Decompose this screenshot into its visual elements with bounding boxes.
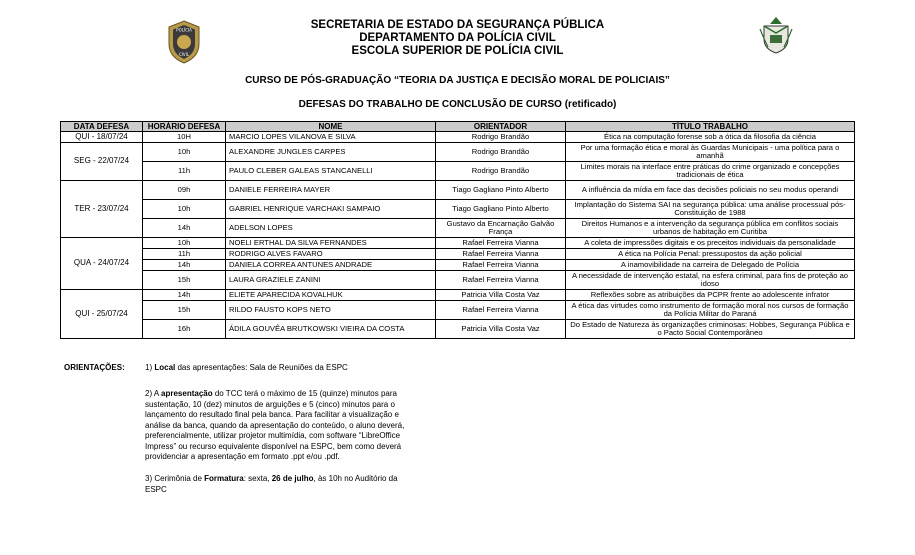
time-cell: 10h [143, 200, 226, 219]
badge-text-bottom: CIVIL [178, 52, 190, 57]
time-cell: 16h [143, 320, 226, 339]
column-header-advisor: ORIENTADOR [436, 122, 566, 132]
time-cell: 14h [143, 260, 226, 271]
table-row [61, 301, 855, 320]
advisor-cell: Rafael Ferreira Vianna [436, 271, 566, 290]
date-cell: SEG - 22/07/24 [61, 143, 143, 181]
page-header [0, 19, 915, 58]
date-cell: QUI - 18/07/24 [61, 132, 143, 143]
table-row [61, 238, 855, 249]
table-row [61, 219, 855, 238]
table-row [61, 143, 855, 162]
title-cell: Implantação do Sistema SAI na segurança pública: uma análise processual pós-Constituição de 1988 [566, 200, 855, 219]
name-cell: DANIELA CORREA ANTUNES ANDRADE [226, 260, 436, 271]
title-cell: Do Estado de Natureza às organizações criminosas: Hobbes, Segurança Pública e o Pacto Social Contemporâneo [566, 320, 855, 339]
item-prefix: 2) A [145, 389, 162, 398]
title-cell: A ética das virtudes como instrumento de formação moral nos cursos de formação da Polícia Militar do Paraná [566, 301, 855, 320]
table-row [61, 260, 855, 271]
orientations-label: ORIENTAÇÕES: [64, 363, 125, 372]
item-bold: apresentação [161, 389, 213, 398]
table-row [61, 200, 855, 219]
item-bold: 26 de julho [271, 474, 314, 483]
column-header-date: DATA DEFESA [61, 122, 143, 132]
table-header-row [61, 122, 855, 132]
title-cell: Direitos Humanos e a intervenção da segurança pública em conflitos sociais urbanos de habitação em Curitiba [566, 219, 855, 238]
item-text: , às 10h no Auditório da ESPC [145, 474, 398, 494]
time-cell: 09h [143, 181, 226, 200]
advisor-cell: Rafael Ferreira Vianna [436, 238, 566, 249]
column-header-title: TÍTULO TRABALHO [566, 122, 855, 132]
table-row [61, 271, 855, 290]
advisor-cell: Rodrigo Brandão [436, 143, 566, 162]
title-cell: Por uma formação ética e moral às Guardas Municipais - uma política para o amanhã [566, 143, 855, 162]
item-prefix: 3) Cerimônia de [145, 474, 205, 483]
name-cell: ALEXANDRE JUNGLES CARPES [226, 143, 436, 162]
name-cell: NOELI ERTHAL DA SILVA FERNANDES [226, 238, 436, 249]
advisor-cell: Patricia Villa Costa Vaz [436, 320, 566, 339]
advisor-cell: Rafael Ferreira Vianna [436, 260, 566, 271]
header-secretaria: SECRETARIA DE ESTADO DA SEGURANÇA PÚBLICA [310, 19, 605, 31]
advisor-cell: Patricia Villa Costa Vaz [436, 290, 566, 301]
time-cell: 10h [143, 143, 226, 162]
time-cell: 10h [143, 238, 226, 249]
time-cell: 11h [143, 162, 226, 181]
item-bold: Formatura [204, 474, 244, 483]
badge-text-top: POLÍCIA [176, 27, 192, 33]
item-text: : sexta, [243, 474, 272, 483]
advisor-cell: Rodrigo Brandão [436, 132, 566, 143]
title-cell: Ética na computação forense sob a ótica da filosofia da ciência [566, 132, 855, 143]
advisor-cell: Tiago Gagliano Pinto Alberto [436, 181, 566, 200]
name-cell: ELIETE APARECIDA KOVALHUK [226, 290, 436, 301]
name-cell: RILDO FAUSTO KOPS NETO [226, 301, 436, 320]
header-departamento: DEPARTAMENTO DA POLÍCIA CIVIL [359, 32, 556, 44]
advisor-cell: Tiago Gagliano Pinto Alberto [436, 200, 566, 219]
date-cell: TER - 23/07/24 [61, 181, 143, 238]
name-cell: GABRIEL HENRIQUE VARCHAKI SAMPAIO [226, 200, 436, 219]
advisor-cell: Rodrigo Brandão [436, 162, 566, 181]
date-cell: QUA - 24/07/24 [61, 238, 143, 290]
title-cell: Limites morais na interface entre práticas do crime organizado e concepções tradicionais de ética [566, 162, 855, 181]
name-cell: LAURA GRAZIELE ZANINI [226, 271, 436, 290]
defense-schedule-table [60, 121, 855, 339]
name-cell: PAULO CLEBER GALEAS STANCANELLI [226, 162, 436, 181]
column-header-time: HORÁRIO DEFESA [143, 122, 226, 132]
orientation-item-presentation [145, 389, 417, 463]
title-cell: A ética na Polícia Penal: pressupostos da ação policial [566, 249, 855, 260]
table-row [61, 249, 855, 260]
table-row [61, 320, 855, 339]
item-bold: Local [154, 363, 176, 372]
orientation-item-graduation [145, 474, 417, 495]
title-cell: A coleta de impressões digitais e os preceitos individuais da personalidade [566, 238, 855, 249]
item-text: das apresentações: Sala de Reuniões da ESPC [175, 363, 348, 372]
item-text: do TCC terá o máximo de 15 (quinze) minutos para sustentação, 10 (dez) minutos de arguições e 5 (cinco) minutos para o lançamento do resultado final pela banca. Para facilitar a visualização e análise da banca, quando da apresentação do conteúdo, o aluno deverá, preferencialmente, utilizar projetor multimídia, com software “LibreOffice Impress” ou recurso equivalente disponível na ESPC, bem como deverá providenciar a apresentação em formato .ppt e/ou .pdf. [145, 389, 405, 461]
table-row [61, 162, 855, 181]
advisor-cell: Rafael Ferreira Vianna [436, 301, 566, 320]
document-subtitle: DEFESAS DO TRABALHO DE CONCLUSÃO DE CURSO (retificado) [298, 99, 617, 110]
time-cell: 10H [143, 132, 226, 143]
name-cell: ÁDILA GOUVÊA BRUTKOWSKI VIEIRA DA COSTA [226, 320, 436, 339]
table-row [61, 132, 855, 143]
column-header-name: NOME [226, 122, 436, 132]
name-cell: RODRIGO ALVES FAVARO [226, 249, 436, 260]
time-cell: 14h [143, 219, 226, 238]
item-prefix: 1) [145, 363, 155, 372]
title-cell: Reflexões sobre as atribuições da PCPR frente ao adolescente infrator [566, 290, 855, 301]
course-title: CURSO DE PÓS-GRADUAÇÃO “TEORIA DA JUSTIÇA E DECISÃO MORAL DE POLICIAIS” [245, 75, 670, 86]
time-cell: 14h [143, 290, 226, 301]
title-cell: A inamovibilidade na carreira de Delegado de Polícia [566, 260, 855, 271]
advisor-cell: Gustavo da Encarnação Galvão França [436, 219, 566, 238]
time-cell: 11h [143, 249, 226, 260]
name-cell: DANIELE FERREIRA MAYER [226, 181, 436, 200]
table-row [61, 290, 855, 301]
table-row [61, 181, 855, 200]
title-cell: A influência da mídia em face das decisões policiais no seu modus operandi [566, 181, 855, 200]
date-cell: QUI - 25/07/24 [61, 290, 143, 339]
title-cell: A necessidade de intervenção estatal, na esfera criminal, para fins de proteção ao idoso [566, 271, 855, 290]
orientation-item-location [145, 363, 415, 374]
name-cell: MARCIO LOPES VILANOVA E SILVA [226, 132, 436, 143]
time-cell: 15h [143, 271, 226, 290]
time-cell: 15h [143, 301, 226, 320]
advisor-cell: Rafael Ferreira Vianna [436, 249, 566, 260]
header-escola: ESCOLA SUPERIOR DE POLÍCIA CIVIL [351, 45, 564, 57]
name-cell: ADELSON LOPES [226, 219, 436, 238]
